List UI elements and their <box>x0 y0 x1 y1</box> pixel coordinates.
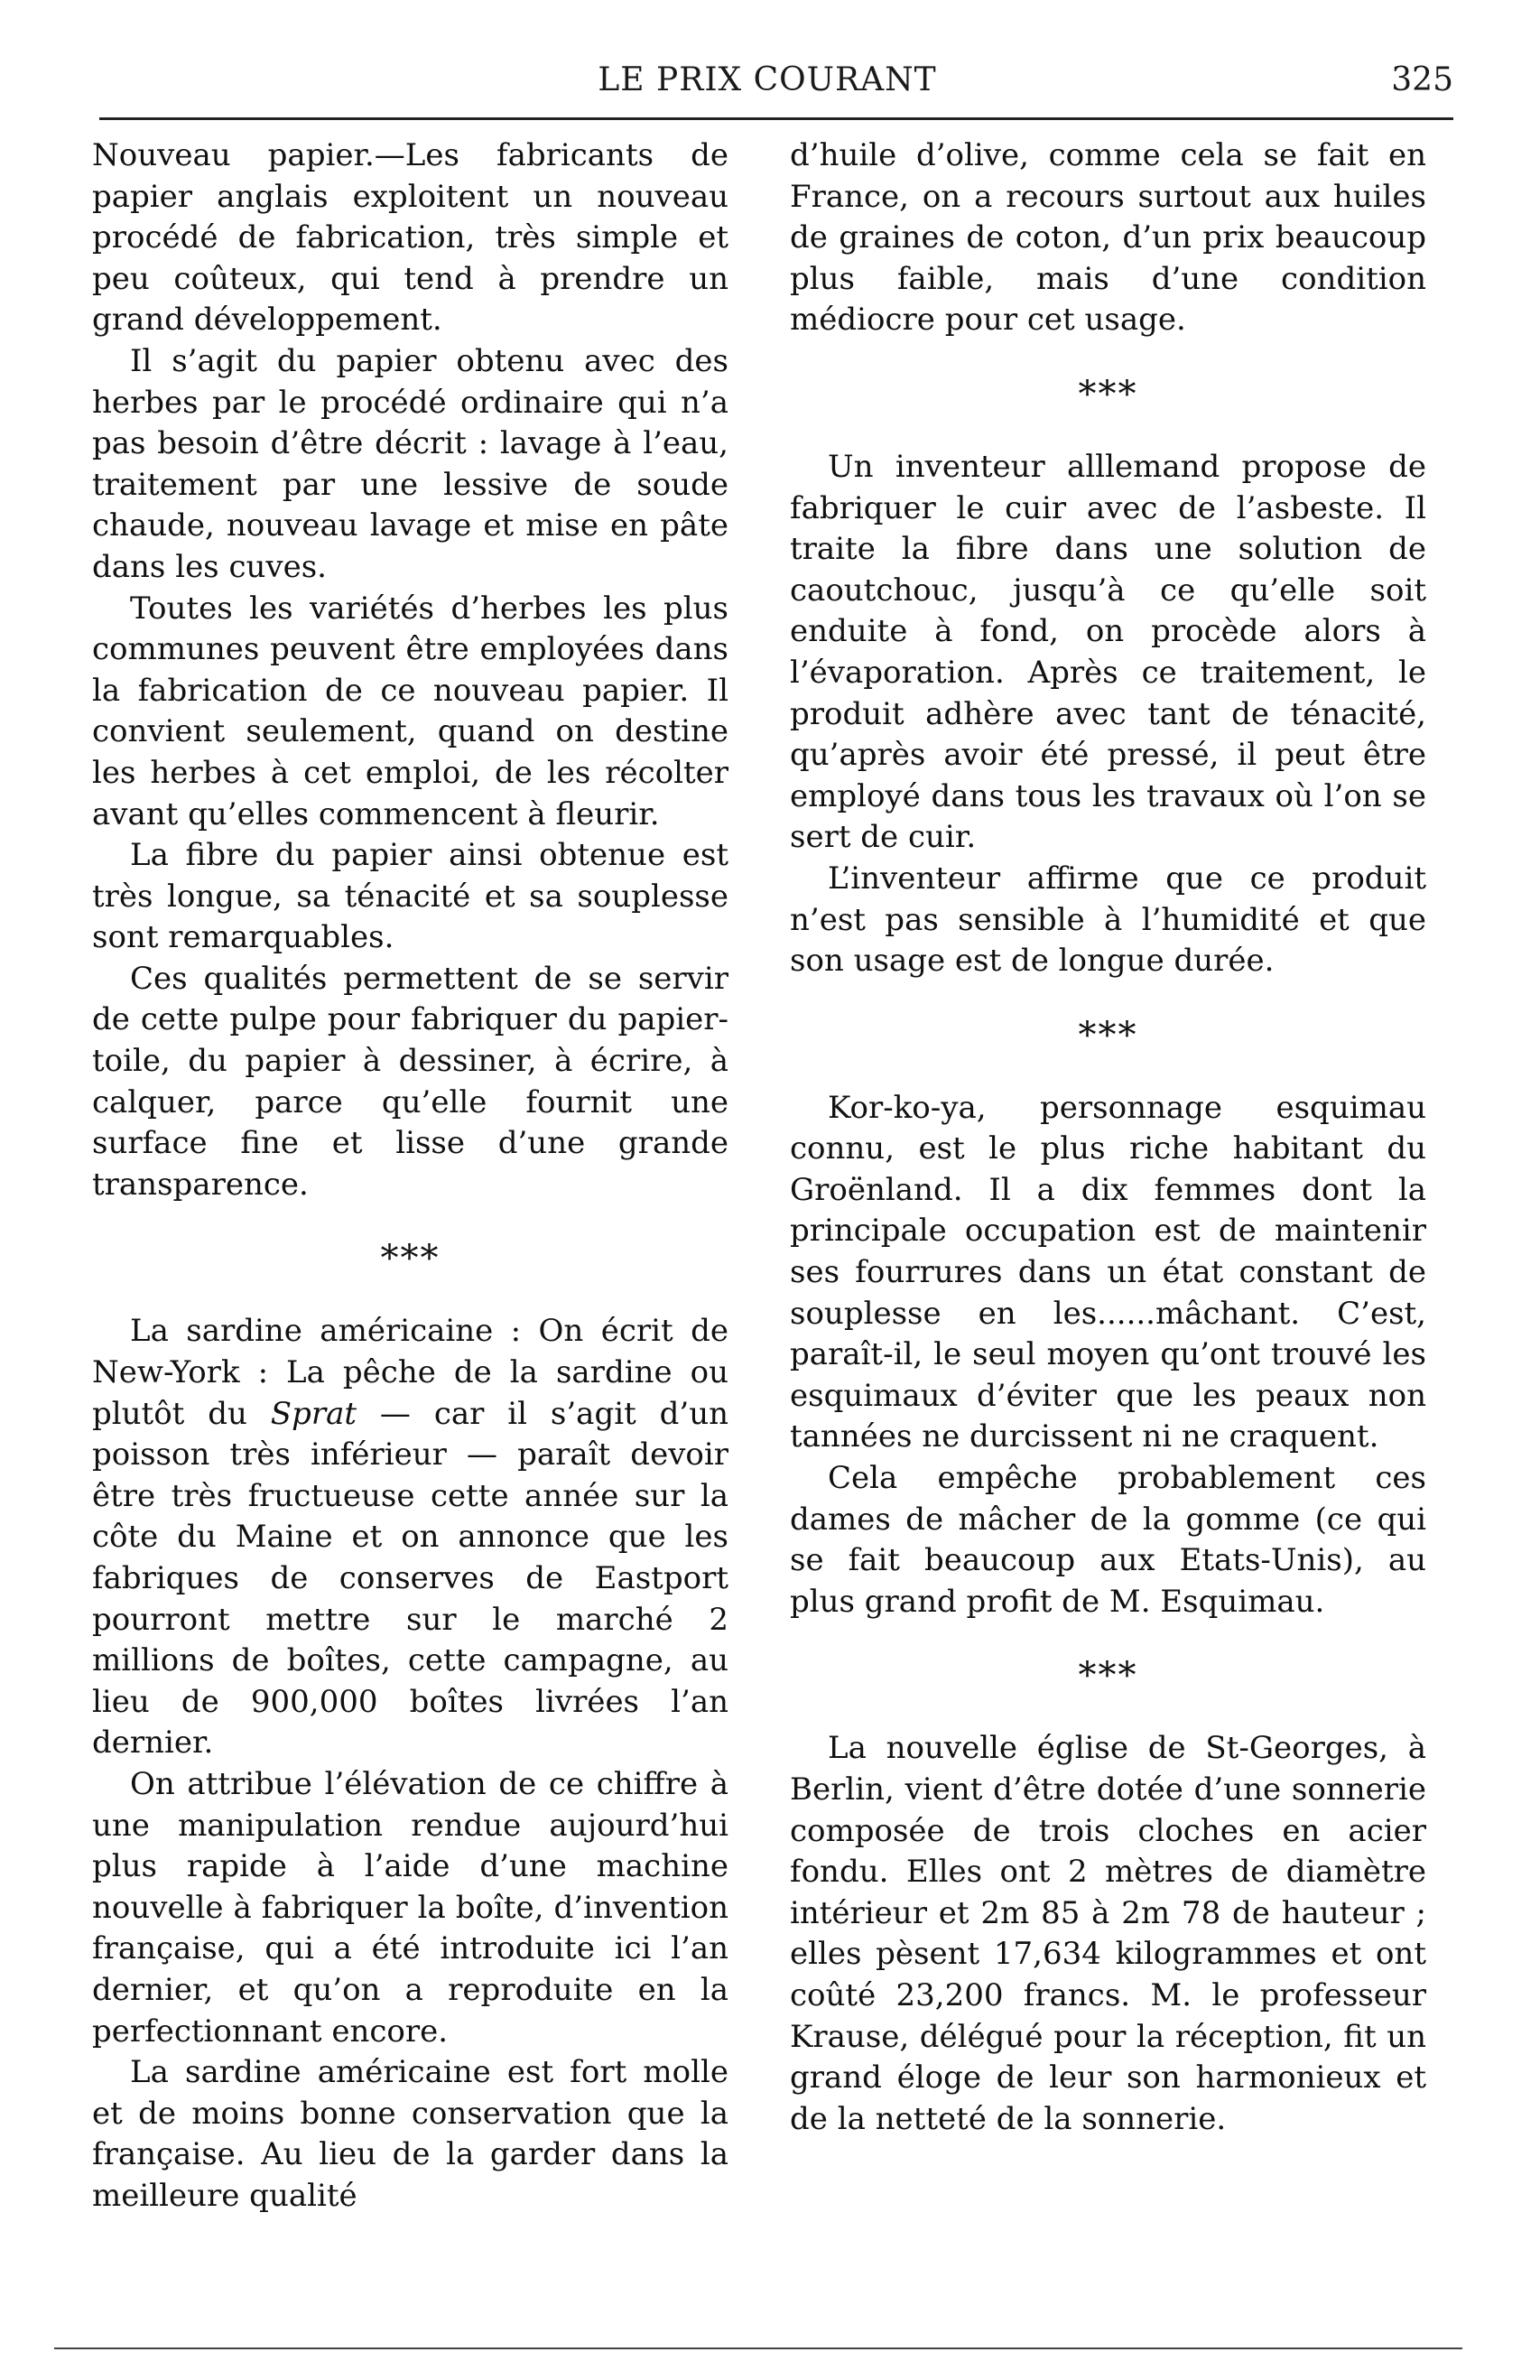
right-column <box>790 135 1426 2329</box>
paragraph: Cela empêche probablement ces dames de mâcher de la gomme (ce qui se fait beaucoup aux Etats-Unis), au plus grand profit de M. Esquimau. <box>790 1460 1426 1620</box>
paragraph-eglise-st-georges: La nouvelle église de St-Georges, à Berlin, vient d’être dotée d’une sonnerie composée de trois cloches en acier fondu. Elles ont 2 mètres de diamètre intérieur et 2m 85 à 2m 78 de hauteur ; elles pèsent 17,634 kilogrammes et ont coûté 23,200 francs. M. le professeur Krause, délégué pour la réception, fit un grand éloge de leur son harmonieux et de la netteté de la sonnerie. <box>790 1730 1426 2137</box>
paragraph-cuir-asbeste: Un inventeur alllemand propose de fabriquer le cuir avec de l’asbeste. Il traite la fibre dans une solution de caoutchouc, jusqu’à ce qu’elle soit enduite à fond, on procède alors à l’évaporation. Après ce traitement, le produit adhère avec tant de ténacité, qu’après avoir été pressé, il peut être employé dans tous les travaux où l’on se sert de cuir. <box>790 448 1426 856</box>
running-title: LE PRIX COURANT <box>598 61 937 98</box>
paragraph: On attribue l’élévation de ce chiffre à une manipulation rendue aujourd’hui plus rapide à l’aide d’une machine nouvelle à fabriquer la boîte, d’invention française, qui a été introduite ici l’an dernier, et qu’on a reproduite en la perfectionnant encore. <box>92 1765 728 2050</box>
section-separator: *** <box>1078 373 1138 415</box>
paragraph: Toutes les variétés d’herbes les plus communes peuvent être employées dans la fabrication de ce nouveau papier. Il convient seulement, quand on destine les herbes à cet emploi, de les récolter avant qu’elles commencent à fleurir. <box>92 590 728 832</box>
page-number: 325 <box>1391 61 1453 98</box>
paragraph-continued: d’huile d’olive, comme cela se fait en France, on a recours surtout aux huiles de graines de coton, d’un prix beaucoup plus faible, mais d’une condition médiocre pour cet usage. <box>790 137 1426 339</box>
paragraph-nouveau-papier: Nouveau papier.—Les fabricants de papier anglais exploitent un nouveau procédé de fabrication, très simple et peu coûteux, qui tend à prendre un grand développement. <box>92 137 728 339</box>
paragraph: La sardine américaine est fort molle et de moins bonne conservation que la française. Au lieu de la garder dans la meilleure qualité <box>92 2054 728 2214</box>
paragraph-kor-ko-ya: Kor-ko-ya, personnage esquimau connu, est le plus riche habitant du Groënland. Il a dix femmes dont la principale occupation est de maintenir ses fourrures dans un état constant de souplesse en les......mâchant. C’est, paraît-il, le seul moyen qu’ont trouvé les esquimaux d’éviter que les peaux non tannées ne durcissent ni ne craquent. <box>790 1089 1426 1455</box>
page-header <box>81 54 1453 108</box>
paragraph: Il s’agit du papier obtenu avec des herbes par le procédé ordinaire qui n’a pas besoin d’être décrit : lavage à l’eau, traitement par une lessive de soude chaude, nouveau lavage et mise en pâte dans les cuves. <box>92 342 728 585</box>
paragraph-sardine-americaine <box>92 1311 728 1764</box>
italic-term: Sprat <box>270 1395 357 1432</box>
left-column <box>92 135 728 2329</box>
footer-rule <box>54 2347 1462 2349</box>
paragraph: L’inventeur affirme que ce produit n’est pas sensible à l’humidité et que son usage est de longue durée. <box>790 860 1426 980</box>
header-rule <box>99 117 1453 120</box>
section-separator: *** <box>1078 1655 1138 1697</box>
text-run: — car il s’agit d’un poisson très inférieur — paraît devoir être très fructueuse cette année sur la côte du Maine et on annonce que les fabriques de conserves de Eastport pourront mettre sur le marché 2 millions de boîtes, cette campagne, au lieu de 900,000 boîtes livrées l’an dernier. <box>92 1395 728 1762</box>
paragraph: Ces qualités permettent de se servir de cette pulpe pour fabriquer du papier-toile, du papier à dessiner, à écrire, à calquer, parce qu’elle fournit une surface fine et lisse d’une grande transparence. <box>92 960 728 1203</box>
paragraph: La fibre du papier ainsi obtenue est très longue, sa ténacité et sa souplesse sont remarquables. <box>92 837 728 956</box>
section-separator: *** <box>380 1238 441 1280</box>
section-separator: *** <box>1078 1014 1138 1056</box>
text-run: La sardine américaine : On écrit de New-York : La pêche de la sardine ou plutôt du <box>92 1313 728 1432</box>
